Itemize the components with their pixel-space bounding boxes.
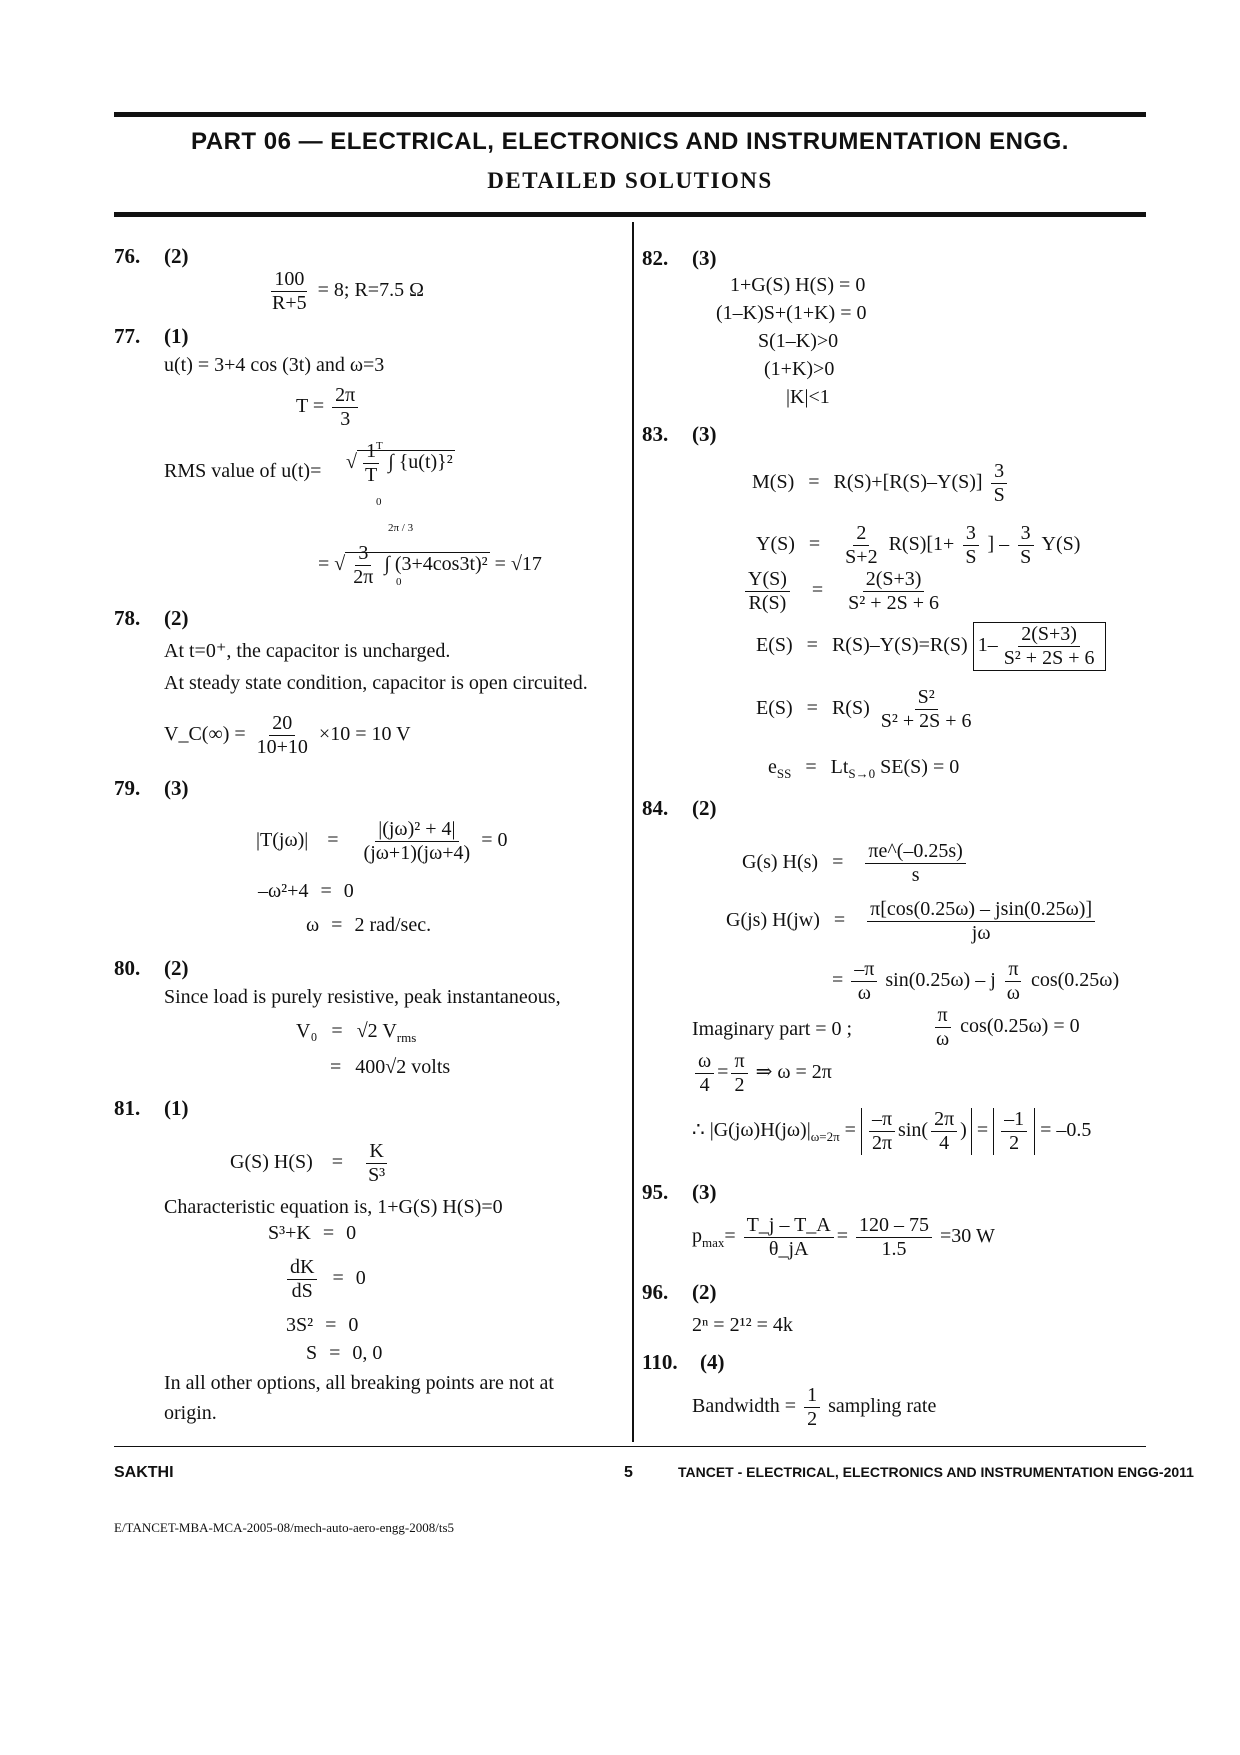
q81-line: origin. <box>164 1402 217 1424</box>
q77-rms-expr: √ $\frac{1}{T}$ ∫ {u(t)}² <box>346 440 453 486</box>
column-divider <box>632 222 634 1442</box>
q84-line: = $\frac{-\pi}{\omega}$ sin(0.25ω) – j $\frac{\pi}{\omega}$ cos(0.25ω) <box>832 958 1120 1004</box>
answer-option: (4) <box>700 1350 725 1374</box>
question-number: 80. <box>114 956 141 980</box>
question-number: 81. <box>114 1096 141 1120</box>
footer-rule <box>114 1446 1146 1447</box>
q84-line: G(s) H(s) = $\frac{\pi e\^{}(-0.25s)}{s}$ <box>742 840 969 887</box>
footer-right: TANCET - ELECTRICAL, ELECTRONICS AND INSTRUMENTATION ENGG-2011 <box>678 1464 1194 1480</box>
question-number: 83. <box>642 422 669 446</box>
q110-equation: Bandwidth = $\frac{1}{2}$ sampling rate <box>692 1384 937 1430</box>
header-bottom-rule <box>114 212 1146 217</box>
q80-line: Since load is purely resistive, peak instantaneous, <box>164 986 561 1008</box>
footer-left: SAKTHI <box>114 1464 174 1481</box>
page-subtitle: DETAILED SOLUTIONS <box>487 168 773 193</box>
q79-line: ω = 2 rad/sec. <box>306 914 432 936</box>
q84-line: Imaginary part = 0 ; <box>692 1018 853 1040</box>
q80-line: V₀ = √2 $V_{rms}$ <box>296 1020 417 1045</box>
q82-line: S(1–K)>0 <box>758 330 839 352</box>
question-number: 79. <box>114 776 141 800</box>
q79-equation: |T(jω)| = $\frac{\text{|(jω)² + 4|}}{(j\omega+1)(j\omega+4)}$ = 0 <box>256 818 508 864</box>
question-number: 95. <box>642 1180 669 1204</box>
q83-line: E(S) = R(S)–Y(S)=R(S) 1– $\frac{2(S+3)}{\text{S² + 2S + 6}}$ <box>756 622 1106 671</box>
file-reference: E/TANCET-MBA-MCA-2005-08/mech-auto-aero-engg-2008/ts5 <box>114 1520 455 1535</box>
q81-line: S³+K = 0 <box>268 1222 357 1244</box>
q78-equation: V_C(∞) = $\frac{20}{10+10}$ ×10 = 10 V <box>164 712 411 758</box>
q76-equation: $\frac{100}{R+5}$ = 8; R=7.5 Ω <box>272 268 424 314</box>
q83-line: E(S) = R(S) $\frac{\text{S²}}{\text{S² + 2S + 6}}$ <box>756 686 972 732</box>
integral-upper-limit: 2π / 3 <box>388 522 414 534</box>
q84-line: ∴ $|G(j\omega)H(j\omega)|_{\omega=2\pi}$ = $\frac{-\pi}{2\pi}$ sin( $\frac{2\pi}{4}$ ) = $\frac{-1}{2}$ = –0.5 <box>692 1108 1092 1154</box>
q82-line: (1–K)S+(1+K) = 0 <box>716 302 867 324</box>
q77-line: u(t) = 3+4 cos (3t) and ω=3 <box>164 354 385 376</box>
answer-option: (2) <box>164 244 189 268</box>
q81-line: In all other options, all breaking points are not at <box>164 1372 554 1394</box>
page-title: PART 06 — ELECTRICAL, ELECTRONICS AND INSTRUMENTATION ENGG. <box>191 128 1069 155</box>
q77-rms-label: RMS value of u(t)= <box>164 460 322 482</box>
q84-line: $\frac{\pi}{\omega}$ cos(0.25ω) = 0 <box>936 1004 1080 1050</box>
question-number: 110. <box>642 1350 678 1374</box>
q77-period: T = $\frac{2\pi}{3}$ <box>296 384 361 431</box>
q82-line: |K|<1 <box>786 386 830 408</box>
answer-option: (3) <box>692 1180 717 1204</box>
q81-line: S = 0, 0 <box>306 1342 383 1364</box>
answer-option: (3) <box>164 776 189 800</box>
q81-line: 3S² = 0 <box>286 1314 359 1336</box>
q84-line: G(js) H(jw) = $\frac{\pi[\cos(0.25\omega) - jsin(0.25\omega)]}{j\omega}$ <box>726 898 1098 945</box>
answer-option: (2) <box>164 956 189 980</box>
q77-rms2-expr: = √ $\frac{3}{2\pi}$ ∫ (3+4cos3t)² = √17 <box>318 542 542 588</box>
q78-line: At t=0⁺, the capacitor is uncharged. <box>164 640 451 662</box>
q80-line: = 400√2 volts <box>330 1056 451 1078</box>
q84-line: $\frac{\omega}{4}$ = $\frac{\pi}{2}$ ⇒ ω = 2π <box>692 1050 832 1097</box>
answer-option: (1) <box>164 1096 189 1120</box>
q81-equation: G(S) H(S) = $\frac{K}{\text{S³}}$ <box>230 1140 386 1186</box>
question-number: 84. <box>642 796 669 820</box>
q83-line: $\frac{Y(S)}{R(S)}$ = $\frac{2(S+3)}{\text{S² + 2S + 6}}$ <box>742 568 945 615</box>
question-number: 82. <box>642 246 669 270</box>
answer-option: (3) <box>692 422 717 446</box>
answer-option: (1) <box>164 324 189 348</box>
integral-upper-limit: T <box>376 440 383 452</box>
question-number: 96. <box>642 1280 669 1304</box>
q81-line: $\frac{dK}{dS}$ = 0 <box>284 1256 366 1303</box>
answer-option: (2) <box>692 1280 717 1304</box>
q95-equation: $p_{max}=$ $\frac{T\_j - T\_A}{\theta\_jA}$ = $\frac{120 - 75}{1.5}$ =30 W <box>692 1214 995 1260</box>
question-number: 77. <box>114 324 141 348</box>
question-number: 76. <box>114 244 141 268</box>
q82-line: (1+K)>0 <box>764 358 835 380</box>
top-rule <box>114 112 1146 117</box>
answer-option: (2) <box>164 606 189 630</box>
q78-line: At steady state condition, capacitor is open circuited. <box>164 672 588 694</box>
q83-line: $e_{SS} = Lt_{S\to 0}$ SE(S) = 0 <box>768 756 960 781</box>
q83-line: M(S) = R(S)+[R(S)–Y(S)] $\frac{3}{S}$ <box>752 460 1011 507</box>
answer-option: (2) <box>692 796 717 820</box>
q96-line: 2ⁿ = 2¹² = 4k <box>692 1314 793 1336</box>
q81-line: Characteristic equation is, 1+G(S) H(S)=0 <box>164 1196 503 1218</box>
integral-lower-limit: 0 <box>376 496 382 508</box>
integral-lower-limit: 0 <box>396 576 402 588</box>
q82-line: 1+G(S) H(S) = 0 <box>730 274 866 296</box>
answer-option: (3) <box>692 246 717 270</box>
question-number: 78. <box>114 606 141 630</box>
q79-line: –ω²+4 = 0 <box>258 880 354 902</box>
q83-line: Y(S) = $\frac{2}{S+2}$ R(S)[1+ $\frac{3}{S}$ ] – $\frac{3}{S}$ Y(S) <box>756 522 1081 568</box>
page-number: 5 <box>624 1464 633 1481</box>
